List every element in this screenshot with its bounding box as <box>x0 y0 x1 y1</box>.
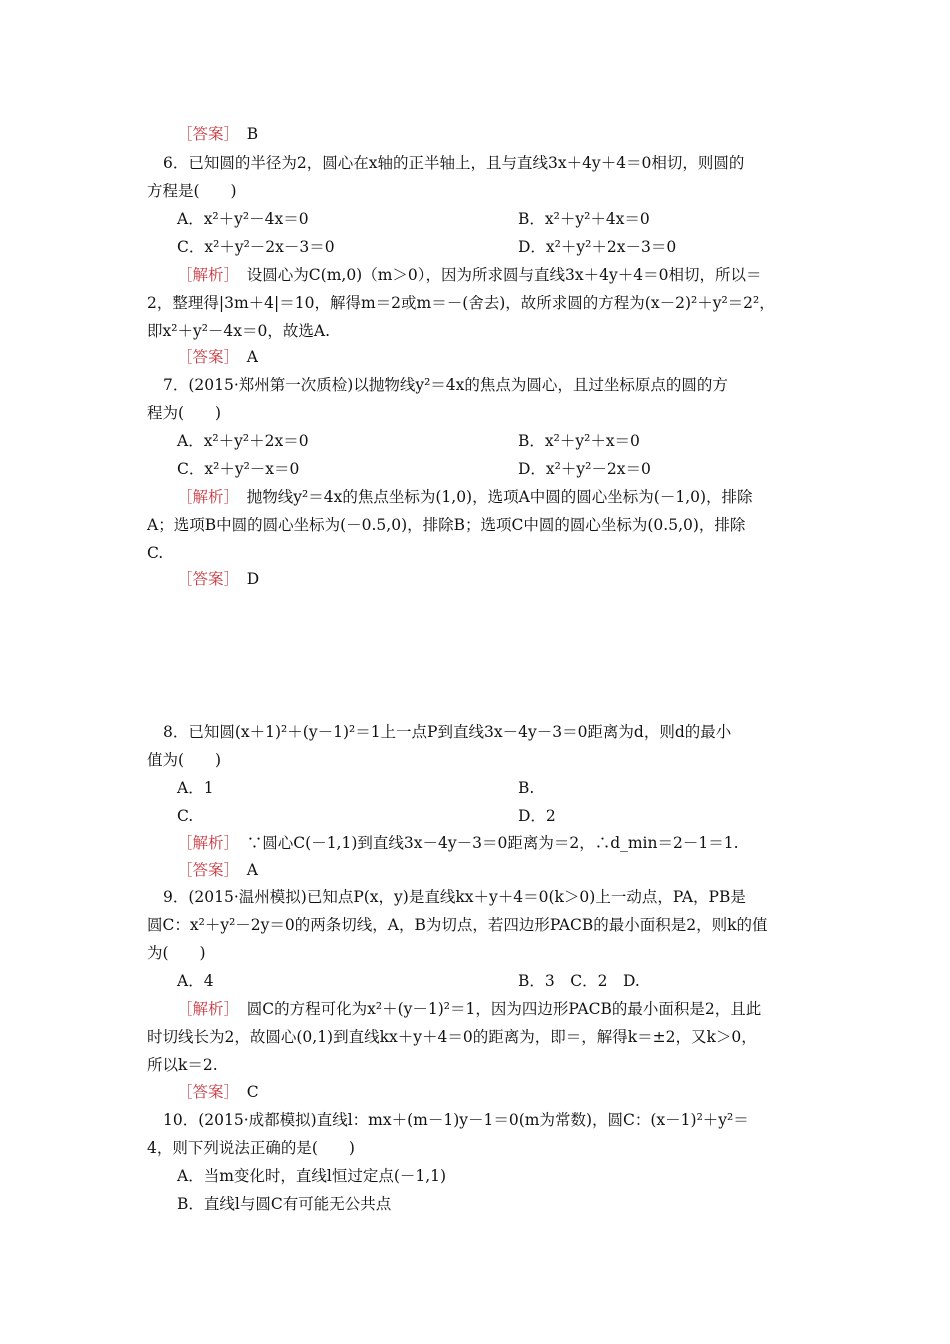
q8-option-d: D．2 <box>518 807 556 825</box>
q7-stem-line2: 程为( ) <box>147 404 222 422</box>
q8-analysis-line1 <box>177 833 739 853</box>
q9-options-bcd: B．3 C．2 D. <box>518 972 640 990</box>
q6-stem-line1: 6．已知圆的半径为2，圆心在x轴的正半轴上，且与直线3x＋4y＋4＝0相切，则圆的 <box>163 154 745 172</box>
q8-option-a: A．1 <box>177 779 214 797</box>
analysis-text: 圆C的方程可化为x²＋(y－1)²＝1，因为四边形PACB的最小面积是2，且此 <box>246 1000 762 1018</box>
q10-option-a: A．当m变化时，直线l恒过定点(－1,1) <box>177 1167 447 1185</box>
q7-answer-line <box>177 569 259 589</box>
q7-analysis-line1 <box>177 487 753 507</box>
answer-value: C <box>246 1083 259 1101</box>
q9-analysis-line3: 所以k＝2. <box>147 1056 218 1074</box>
answer-value: D <box>246 570 260 588</box>
q8-stem-line2: 值为( ) <box>147 751 222 769</box>
q10-stem-line2: 4，则下列说法正确的是( ) <box>147 1139 355 1157</box>
q9-analysis-line1 <box>177 999 761 1019</box>
q8-option-c: C. <box>177 807 194 825</box>
analysis-text: ∵圆心C(－1,1)到直线3x－4y－3＝0距离为＝2，∴d_min＝2－1＝1. <box>246 834 739 852</box>
analysis-tag: ［解析］ <box>177 488 232 506</box>
q9-answer-line <box>177 1082 259 1102</box>
answer-value: A <box>246 348 258 366</box>
q6-analysis-line3: 即x²＋y²－4x＝0，故选A. <box>147 322 331 340</box>
q6-option-b: B．x²＋y²＋4x＝0 <box>518 210 650 228</box>
analysis-tag: ［解析］ <box>177 834 232 852</box>
q8-stem-line1: 8．已知圆(x＋1)²＋(y－1)²＝1上一点P到直线3x－4y－3＝0距离为d，则d的最小 <box>163 723 732 741</box>
q7-analysis-line3: C. <box>147 544 164 562</box>
answer-tag: ［答案］ <box>177 348 232 366</box>
q8-answer-line <box>177 860 258 880</box>
q6-option-a: A．x²＋y²－4x＝0 <box>177 210 309 228</box>
answer-5-line <box>177 124 258 144</box>
answer-value: B <box>246 125 259 143</box>
analysis-text: 设圆心为C(m,0)（m＞0），因为所求圆与直线3x＋4y＋4＝0相切，所以＝ <box>246 266 762 284</box>
answer-tag: ［答案］ <box>177 125 232 143</box>
q7-option-c: C．x²＋y²－x＝0 <box>177 460 300 478</box>
q6-analysis-line2: 2，整理得|3m＋4|＝10，解得m＝2或m＝－(舍去)，故所求圆的方程为(x－2)²＋y²＝2²， <box>147 294 775 312</box>
q8-option-b: B. <box>518 779 535 797</box>
q7-option-d: D．x²＋y²－2x＝0 <box>518 460 651 478</box>
q10-stem-line1: 10．(2015·成都模拟)直线l：mx＋(m－1)y－1＝0(m为常数)，圆C：(x－1)²＋y²＝ <box>163 1111 749 1129</box>
q9-stem-line2: 圆C：x²＋y²－2y＝0的两条切线，A，B为切点，若四边形PACB的最小面积是2，则k的值 <box>147 916 768 934</box>
q7-analysis-line2: A；选项B中圆的圆心坐标为(－0.5,0)，排除B；选项C中圆的圆心坐标为(0.5,0)，排除 <box>147 516 746 534</box>
q9-option-a: A．4 <box>177 972 214 990</box>
answer-tag: ［答案］ <box>177 570 232 588</box>
q6-answer-line <box>177 347 258 367</box>
q7-option-b: B．x²＋y²＋x＝0 <box>518 432 640 450</box>
q6-option-c: C．x²＋y²－2x－3＝0 <box>177 238 335 256</box>
analysis-text: 抛物线y²＝4x的焦点坐标为(1,0)，选项A中圆的圆心坐标为(－1,0)，排除 <box>246 488 753 506</box>
q7-stem-line1: 7．(2015·郑州第一次质检)以抛物线y²＝4x的焦点为圆心，且过坐标原点的圆的方 <box>163 376 728 394</box>
q9-stem-line1: 9．(2015·温州模拟)已知点P(x，y)是直线kx＋y＋4＝0(k＞0)上一动点，PA，PB是 <box>163 888 746 906</box>
analysis-tag: ［解析］ <box>177 1000 232 1018</box>
q10-option-b: B．直线l与圆C有可能无公共点 <box>177 1195 392 1213</box>
q6-stem-line2: 方程是( ) <box>147 182 237 200</box>
q6-analysis-line1 <box>177 265 761 285</box>
answer-tag: ［答案］ <box>177 861 232 879</box>
analysis-tag: ［解析］ <box>177 266 232 284</box>
q7-option-a: A．x²＋y²＋2x＝0 <box>177 432 309 450</box>
q9-stem-line3: 为( ) <box>147 944 206 962</box>
answer-value: A <box>246 861 258 879</box>
answer-tag: ［答案］ <box>177 1083 232 1101</box>
q6-option-d: D．x²＋y²＋2x－3＝0 <box>518 238 677 256</box>
q9-analysis-line2: 时切线长为2，故圆心(0,1)到直线kx＋y＋4＝0的距离为，即＝，解得k＝±2，又k＞0， <box>147 1028 757 1046</box>
